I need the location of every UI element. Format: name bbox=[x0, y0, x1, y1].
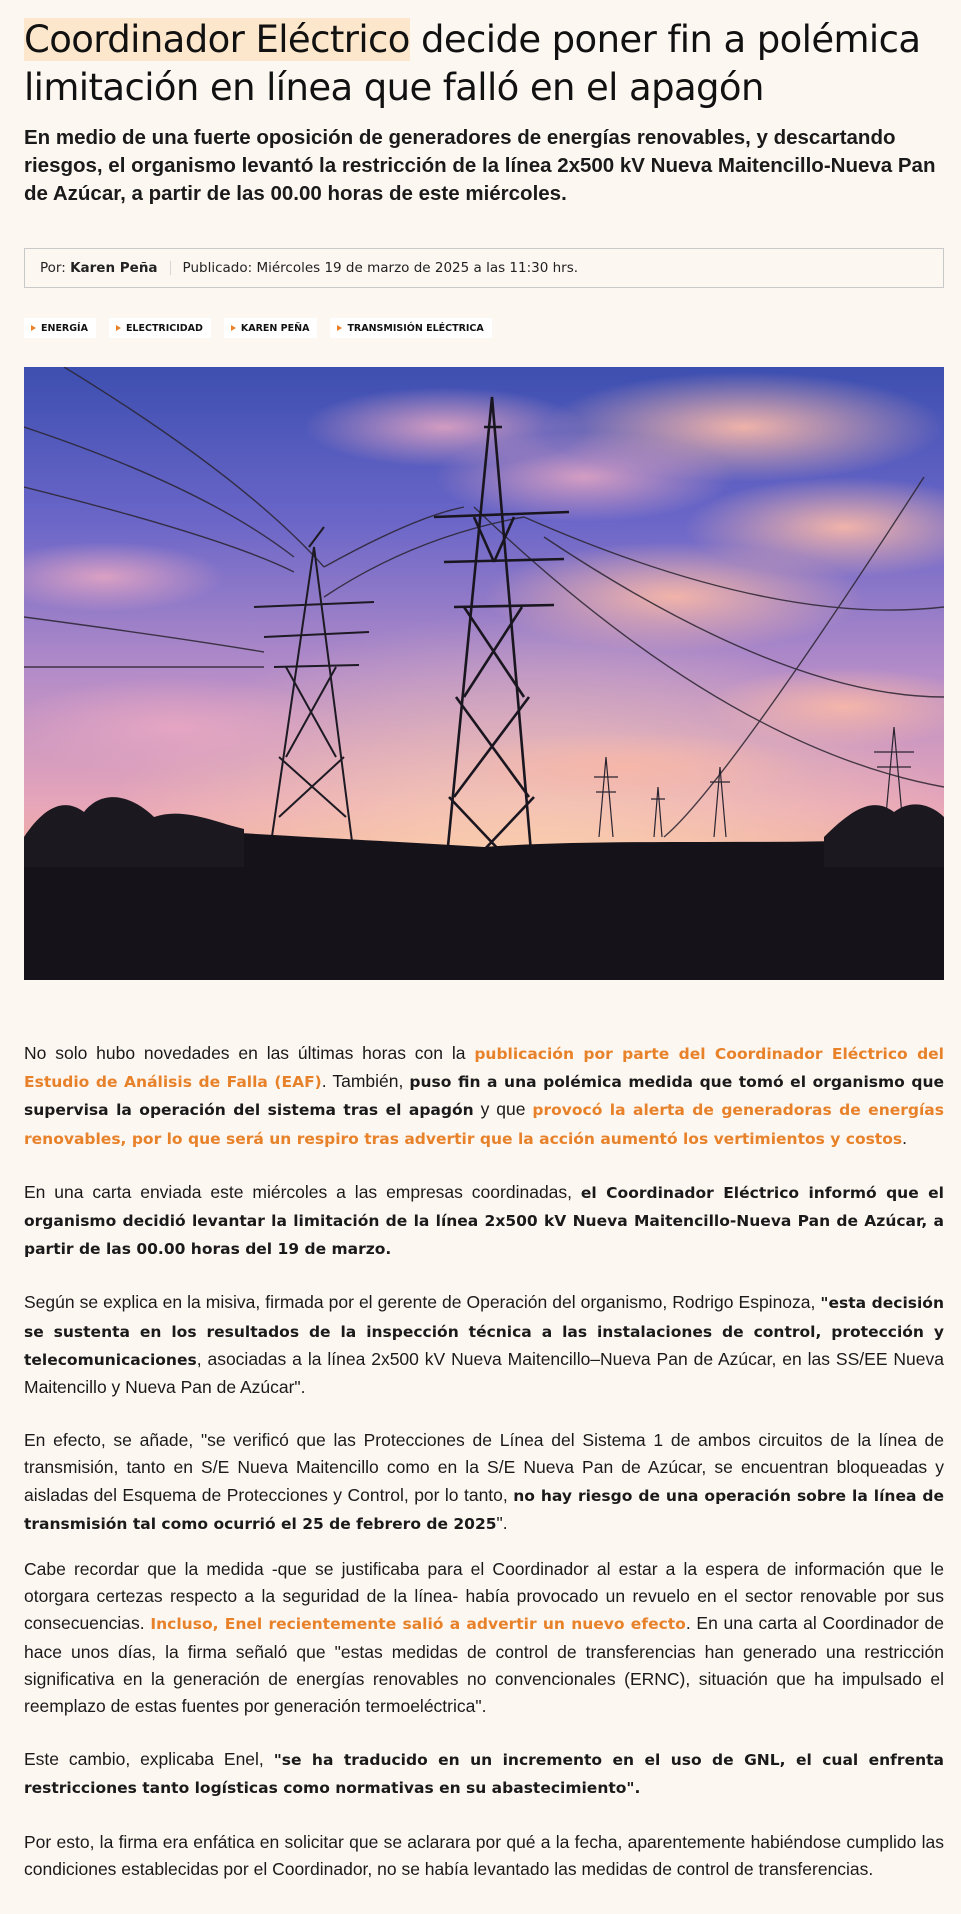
paragraph-4 bbox=[24, 1427, 944, 1538]
publish-date: Publicado: Miércoles 19 de marzo de 2025 a las 11:30 hrs. bbox=[182, 260, 579, 276]
text: ". bbox=[496, 1512, 508, 1533]
tag-label: KAREN PEÑA bbox=[240, 322, 310, 334]
byline-divider bbox=[170, 261, 171, 275]
text: Cabe recordar que la medida -que se justificaba para el Coordinador al estar a la espera de información que le otorgara certezas respecto a la seguridad de la línea- había provocado un revuelo en el sector renovable por sus consecuencias. bbox=[24, 1559, 944, 1634]
title-rest: decide poner fin a polémica limitación en línea que falló en el apagón bbox=[24, 18, 921, 109]
tag-arrow-icon bbox=[231, 325, 236, 331]
article bbox=[24, 0, 944, 1909]
tag-arrow-icon bbox=[116, 325, 121, 331]
tag-electricidad[interactable] bbox=[109, 318, 211, 338]
tag-arrow-icon bbox=[31, 325, 36, 331]
text: En una carta enviada este miércoles a las empresas coordinadas, bbox=[24, 1181, 581, 1202]
author-prefix: Por: bbox=[40, 260, 66, 276]
article-title bbox=[24, 16, 944, 112]
byline-box bbox=[24, 248, 944, 288]
tag-energia[interactable] bbox=[24, 318, 96, 338]
link-enel-warning[interactable]: Incluso, Enel recientemente salió a advertir un nuevo efecto bbox=[150, 1615, 686, 1634]
text: . En una carta al Coordinador de hace unos días, la firma señaló que "estas medidas de control de transferencias han generado una restricción significativa en la generación de energías renovables no convencionales (ERNC), situación que ha impulsado el reemplazo de estas fuentes por generación termoeléctrica". bbox=[24, 1613, 944, 1717]
article-lead: En medio de una fuerte oposición de generadores de energías renovables, y descartando riesgos, el organismo levantó la restricción de la línea 2x500 kV Nueva Maitencillo-Nueva Pan de Azúcar, a partir de las 00.00 horas de este miércoles. bbox=[24, 126, 936, 205]
tag-list bbox=[24, 318, 944, 338]
link-eaf-study[interactable]: publicación por parte del Coordinador Eléctrico del Estudio de Análisis de Falla (EAF) bbox=[24, 1045, 944, 1092]
paragraph-7 bbox=[24, 1829, 944, 1883]
title-highlight: Coordinador Eléctrico bbox=[24, 18, 410, 61]
tag-arrow-icon bbox=[337, 325, 342, 331]
bold-text: "se ha traducido en un incremento en el uso de GNL, el cual enfrenta restricciones tanto logísticas como normativas en su abastecimiento". bbox=[24, 1751, 944, 1798]
text: No solo hubo novedades en las últimas horas con la bbox=[24, 1043, 475, 1063]
paragraph-3 bbox=[24, 1289, 944, 1401]
tag-karen-pena[interactable] bbox=[224, 318, 318, 338]
text: , asociadas a la línea 2x500 kV Nueva Maitencillo–Nueva Pan de Azúcar, en las SS/EE Nueva Maitencillo y Nueva Pan de Azúcar". bbox=[24, 1348, 944, 1398]
tag-label: ENERGÍA bbox=[41, 322, 88, 334]
text: Este cambio, explicaba Enel, bbox=[24, 1749, 274, 1770]
text: . También, bbox=[321, 1071, 410, 1092]
bold-text: no hay riesgo de una operación sobre la línea de transmisión tal como ocurrió el 25 de febrero de 2025 bbox=[24, 1486, 944, 1533]
text: . bbox=[902, 1127, 907, 1148]
paragraph-1 bbox=[24, 1040, 944, 1153]
hero-image-transmission-towers bbox=[24, 367, 944, 980]
bold-text: puso fin a una polémica medida que tomó el organismo que supervisa la operación del sistema tras el apagón bbox=[24, 1073, 944, 1120]
tag-label: ELECTRICIDAD bbox=[125, 322, 203, 334]
text: y que bbox=[473, 1099, 533, 1120]
tag-transmision-electrica[interactable] bbox=[330, 318, 491, 338]
tag-label: TRANSMISIÓN ELÉCTRICA bbox=[347, 322, 484, 334]
link-renewables-alert[interactable]: provocó la alerta de generadoras de energías renovables, por lo que será un respiro tras advertir que la acción aumentó los vertimientos y costos bbox=[24, 1101, 944, 1148]
paragraph-6 bbox=[24, 1746, 944, 1802]
text: En efecto, se añade, "se verificó que las Protecciones de Línea del Sistema 1 de ambos circuitos de la línea de transmisión, tanto en S/E Nueva Maitencillo como en la S/E Nueva Pan de Azúcar, se encuentran bloqueadas y aisladas del Esquema de Protecciones y Control, por lo tanto, bbox=[24, 1430, 944, 1505]
article-body bbox=[24, 1040, 944, 1883]
author-name[interactable]: Karen Peña bbox=[70, 260, 158, 276]
paragraph-5 bbox=[24, 1556, 944, 1720]
text: Por esto, la firma era enfática en solicitar que se aclarara por qué a la fecha, aparentemente habiéndose cumplido las condiciones establecidas por el Coordinador, no se había levantado las medidas de control de transferencias. bbox=[24, 1831, 944, 1879]
text: Según se explica en la misiva, firmada por el gerente de Operación del organismo, Rodrigo Espinoza, bbox=[24, 1292, 821, 1313]
bold-text: el Coordinador Eléctrico informó que el organismo decidió levantar la limitación de la línea 2x500 kV Nueva Maitencillo-Nueva Pan de Azúcar, a partir de las 00.00 horas del 19 de marzo. bbox=[24, 1183, 944, 1259]
paragraph-2 bbox=[24, 1179, 944, 1264]
bold-text: "esta decisión se sustenta en los resultados de la inspección técnica a las instalaciones de control, protección y telecomunicaciones bbox=[24, 1294, 944, 1369]
